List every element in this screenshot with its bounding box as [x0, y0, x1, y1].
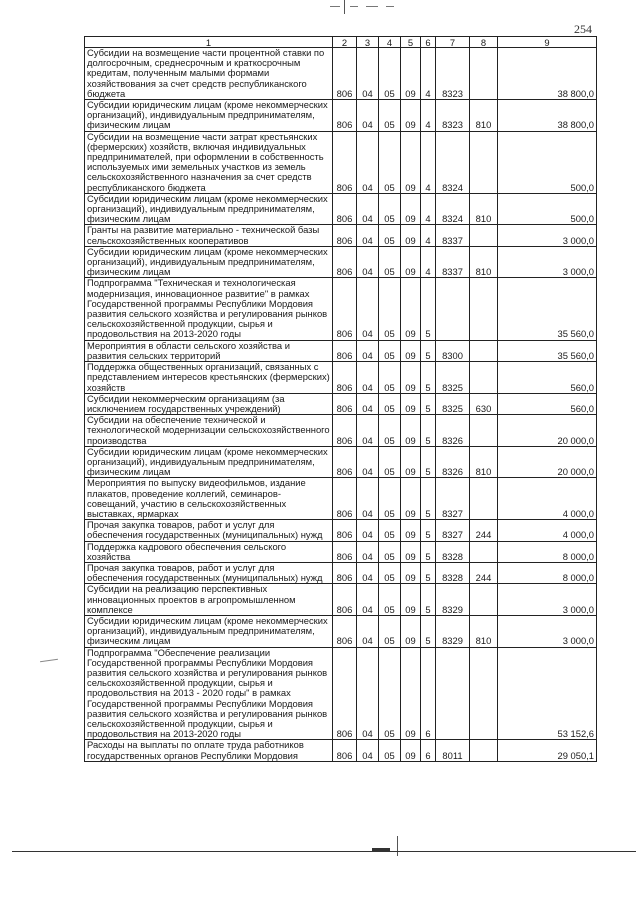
target-article-cell: 8011 — [436, 740, 470, 761]
expense-type-cell: 244 — [470, 520, 498, 541]
table-row — [85, 541, 597, 562]
section-code-cell: 04 — [357, 340, 379, 361]
target-article-cell: 8326 — [436, 446, 470, 478]
admin-code-cell: 806 — [333, 131, 357, 193]
admin-code-cell: 806 — [333, 740, 357, 761]
program-code-cell: 09 — [401, 340, 421, 361]
amount-cell: 53 152,6 — [498, 647, 597, 740]
admin-code-cell: 806 — [333, 478, 357, 520]
program-code-cell: 09 — [401, 647, 421, 740]
subsection-code-cell: 05 — [379, 562, 401, 583]
target-article-cell: 8328 — [436, 541, 470, 562]
item-name-cell: Субсидии некоммерческим организациям (за исключением государственных учреждений) — [85, 393, 333, 414]
item-name-cell: Поддержка кадрового обеспечения сельского хозяйства — [85, 541, 333, 562]
section-code-cell: 04 — [357, 362, 379, 394]
expense-type-cell — [470, 131, 498, 193]
subsection-code-cell: 05 — [379, 100, 401, 132]
amount-cell: 560,0 — [498, 393, 597, 414]
program-code-cell: 09 — [401, 740, 421, 761]
table-row — [85, 246, 597, 278]
amount-cell: 4 000,0 — [498, 520, 597, 541]
item-name-cell: Поддержка общественных организаций, связанных с представлением интересов крестьянских (фермерских) хозяйств — [85, 362, 333, 394]
table-row — [85, 48, 597, 100]
amount-cell: 500,0 — [498, 131, 597, 193]
header-cell: 1 — [85, 37, 333, 48]
expense-type-cell: 810 — [470, 615, 498, 647]
expense-type-cell — [470, 415, 498, 447]
admin-code-cell: 806 — [333, 520, 357, 541]
section-code-cell: 04 — [357, 562, 379, 583]
subsection-code-cell: 05 — [379, 225, 401, 246]
expense-type-cell — [470, 278, 498, 340]
expense-type-cell: 810 — [470, 446, 498, 478]
item-name-cell: Субсидии на возмещение части процентной ставки по долгосрочным, среднесрочным и краткосрочным кредитам, полученным малыми формами хозяйствования за счет средств республиканского бюджета — [85, 48, 333, 100]
header-cell: 3 — [357, 37, 379, 48]
subsection-code-cell: 05 — [379, 584, 401, 616]
target-article-cell: 8329 — [436, 615, 470, 647]
subprogram-code-cell: 4 — [421, 193, 436, 225]
item-name-cell: Субсидии юридическим лицам (кроме некоммерческих организаций), индивидуальным предпринимателям, физическим лицам — [85, 246, 333, 278]
section-code-cell: 04 — [357, 415, 379, 447]
admin-code-cell: 806 — [333, 647, 357, 740]
table-body — [85, 48, 597, 762]
expense-type-cell — [470, 48, 498, 100]
subsection-code-cell: 05 — [379, 193, 401, 225]
program-code-cell: 09 — [401, 393, 421, 414]
header-cell: 8 — [470, 37, 498, 48]
table-row — [85, 520, 597, 541]
header-cell: 7 — [436, 37, 470, 48]
amount-cell: 38 800,0 — [498, 100, 597, 132]
subsection-code-cell: 05 — [379, 362, 401, 394]
subsection-code-cell: 05 — [379, 393, 401, 414]
target-article-cell: 8329 — [436, 584, 470, 616]
table-row — [85, 615, 597, 647]
subprogram-code-cell: 5 — [421, 541, 436, 562]
expense-type-cell — [470, 647, 498, 740]
subsection-code-cell: 05 — [379, 520, 401, 541]
admin-code-cell: 806 — [333, 562, 357, 583]
subsection-code-cell: 05 — [379, 415, 401, 447]
admin-code-cell: 806 — [333, 100, 357, 132]
program-code-cell: 09 — [401, 278, 421, 340]
subprogram-code-cell: 5 — [421, 393, 436, 414]
section-code-cell: 04 — [357, 193, 379, 225]
scan-bottom-rule — [12, 851, 636, 852]
expense-type-cell — [470, 740, 498, 761]
subsection-code-cell: 05 — [379, 131, 401, 193]
amount-cell: 29 050,1 — [498, 740, 597, 761]
section-code-cell: 04 — [357, 278, 379, 340]
section-code-cell: 04 — [357, 131, 379, 193]
amount-cell: 8 000,0 — [498, 562, 597, 583]
amount-cell: 20 000,0 — [498, 415, 597, 447]
item-name-cell: Мероприятия в области сельского хозяйства и развития сельских территорий — [85, 340, 333, 361]
admin-code-cell: 806 — [333, 362, 357, 394]
table-row — [85, 415, 597, 447]
program-code-cell: 09 — [401, 100, 421, 132]
header-cell: 4 — [379, 37, 401, 48]
expense-type-cell: 630 — [470, 393, 498, 414]
header-cell: 5 — [401, 37, 421, 48]
subprogram-code-cell: 4 — [421, 131, 436, 193]
subsection-code-cell: 05 — [379, 740, 401, 761]
amount-cell: 3 000,0 — [498, 225, 597, 246]
expense-type-cell — [470, 225, 498, 246]
table-row — [85, 340, 597, 361]
item-name-cell: Субсидии на реализацию перспективных инновационных проектов в агропромышленном комплексе — [85, 584, 333, 616]
section-code-cell: 04 — [357, 584, 379, 616]
target-article-cell: 8326 — [436, 415, 470, 447]
table-row — [85, 193, 597, 225]
subprogram-code-cell: 5 — [421, 520, 436, 541]
program-code-cell: 09 — [401, 48, 421, 100]
subprogram-code-cell: 5 — [421, 478, 436, 520]
section-code-cell: 04 — [357, 225, 379, 246]
subprogram-code-cell: 5 — [421, 362, 436, 394]
section-code-cell: 04 — [357, 48, 379, 100]
subsection-code-cell: 05 — [379, 340, 401, 361]
target-article-cell: 8324 — [436, 131, 470, 193]
section-code-cell: 04 — [357, 100, 379, 132]
subsection-code-cell: 05 — [379, 278, 401, 340]
program-code-cell: 09 — [401, 193, 421, 225]
target-article-cell: 8324 — [436, 193, 470, 225]
table-row — [85, 131, 597, 193]
scan-scratch-mark — [40, 659, 58, 662]
amount-cell: 3 000,0 — [498, 615, 597, 647]
item-name-cell: Субсидии юридическим лицам (кроме некоммерческих организаций), индивидуальным предпринимателям, физическим лицам — [85, 193, 333, 225]
subsection-code-cell: 05 — [379, 541, 401, 562]
admin-code-cell: 806 — [333, 541, 357, 562]
amount-cell: 3 000,0 — [498, 584, 597, 616]
admin-code-cell: 806 — [333, 446, 357, 478]
page-number: 254 — [574, 22, 592, 36]
admin-code-cell: 806 — [333, 393, 357, 414]
amount-cell: 560,0 — [498, 362, 597, 394]
admin-code-cell: 806 — [333, 615, 357, 647]
table-row — [85, 562, 597, 583]
item-name-cell: Субсидии юридическим лицам (кроме некоммерческих организаций), индивидуальным предпринимателям, физическим лицам — [85, 100, 333, 132]
subsection-code-cell: 05 — [379, 647, 401, 740]
target-article-cell: 8325 — [436, 362, 470, 394]
subprogram-code-cell: 5 — [421, 278, 436, 340]
program-code-cell: 09 — [401, 584, 421, 616]
section-code-cell: 04 — [357, 541, 379, 562]
item-name-cell: Расходы на выплаты по оплате труда работников государственных органов Республики Мордовия — [85, 740, 333, 761]
header-cell: 9 — [498, 37, 597, 48]
program-code-cell: 09 — [401, 615, 421, 647]
item-name-cell: Подпрограмма "Обеспечение реализации Государственной программы Республики Мордовия развития сельского хозяйства и регулирования рынков сельскохозяйственной продукции, сырья и продовольствия на 2013 - 2020 годы" в рамках Государственной программы Республики Мордовия развития сельского хозяйства и регулирования рынков сельскохозяйственной продукции, сырья и продовольствия на 2013-2020 годы — [85, 647, 333, 740]
subsection-code-cell: 05 — [379, 246, 401, 278]
program-code-cell: 09 — [401, 225, 421, 246]
amount-cell: 38 800,0 — [498, 48, 597, 100]
table-row — [85, 278, 597, 340]
item-name-cell: Субсидии на возмещение части затрат крестьянских (фермерских) хозяйств, включая индивидуальных предпринимателей, при оформлении в собственность используемых ими земельных участков из земель сельскохозяйственного назначения за счет средств республиканского бюджета — [85, 131, 333, 193]
expense-type-cell: 244 — [470, 562, 498, 583]
amount-cell: 3 000,0 — [498, 246, 597, 278]
item-name-cell: Гранты на развитие материально - технической базы сельскохозяйственных кооперативов — [85, 225, 333, 246]
expense-type-cell — [470, 478, 498, 520]
item-name-cell: Субсидии на обеспечение технической и технологической модернизации сельскохозяйственного производства — [85, 415, 333, 447]
item-name-cell: Подпрограмма "Техническая и технологическая модернизация, инновационное развитие" в рамках Государственной программы Республики Мордовия развития сельского хозяйства и регулирования рынков сельскохозяйственной продукции, сырья и продовольствия на 2013-2020 годы — [85, 278, 333, 340]
target-article-cell — [436, 647, 470, 740]
item-name-cell: Субсидии юридическим лицам (кроме некоммерческих организаций), индивидуальным предпринимателям, физическим лицам — [85, 615, 333, 647]
amount-cell: 20 000,0 — [498, 446, 597, 478]
expense-type-cell — [470, 541, 498, 562]
table-row — [85, 100, 597, 132]
table-row — [85, 225, 597, 246]
expense-type-cell — [470, 584, 498, 616]
target-article-cell: 8327 — [436, 520, 470, 541]
subprogram-code-cell: 4 — [421, 246, 436, 278]
subprogram-code-cell: 5 — [421, 340, 436, 361]
expense-type-cell — [470, 340, 498, 361]
admin-code-cell: 806 — [333, 225, 357, 246]
target-article-cell: 8323 — [436, 100, 470, 132]
amount-cell: 4 000,0 — [498, 478, 597, 520]
program-code-cell: 09 — [401, 520, 421, 541]
program-code-cell: 09 — [401, 478, 421, 520]
subsection-code-cell: 05 — [379, 446, 401, 478]
expense-type-cell: 810 — [470, 100, 498, 132]
scan-bottom-tick — [397, 836, 398, 856]
section-code-cell: 04 — [357, 446, 379, 478]
item-name-cell: Прочая закупка товаров, работ и услуг для обеспечения государственных (муниципальных) нужд — [85, 520, 333, 541]
admin-code-cell: 806 — [333, 246, 357, 278]
section-code-cell: 04 — [357, 647, 379, 740]
table-header-row — [85, 37, 597, 48]
admin-code-cell: 806 — [333, 278, 357, 340]
section-code-cell: 04 — [357, 478, 379, 520]
admin-code-cell: 806 — [333, 193, 357, 225]
subprogram-code-cell: 5 — [421, 415, 436, 447]
subprogram-code-cell: 5 — [421, 446, 436, 478]
section-code-cell: 04 — [357, 246, 379, 278]
table-row — [85, 393, 597, 414]
amount-cell: 500,0 — [498, 193, 597, 225]
table-row — [85, 584, 597, 616]
amount-cell: 8 000,0 — [498, 541, 597, 562]
subprogram-code-cell: 6 — [421, 740, 436, 761]
subprogram-code-cell: 5 — [421, 615, 436, 647]
scan-top-marks — [300, 0, 420, 14]
admin-code-cell: 806 — [333, 340, 357, 361]
expense-type-cell: 810 — [470, 193, 498, 225]
section-code-cell: 04 — [357, 520, 379, 541]
target-article-cell: 8337 — [436, 225, 470, 246]
admin-code-cell: 806 — [333, 584, 357, 616]
item-name-cell: Субсидии юридическим лицам (кроме некоммерческих организаций), индивидуальным предпринимателям, физическим лицам — [85, 446, 333, 478]
program-code-cell: 09 — [401, 246, 421, 278]
target-article-cell: 8323 — [436, 48, 470, 100]
subprogram-code-cell: 5 — [421, 584, 436, 616]
target-article-cell: 8328 — [436, 562, 470, 583]
program-code-cell: 09 — [401, 541, 421, 562]
section-code-cell: 04 — [357, 393, 379, 414]
header-cell: 6 — [421, 37, 436, 48]
target-article-cell: 8325 — [436, 393, 470, 414]
table-row — [85, 478, 597, 520]
admin-code-cell: 806 — [333, 48, 357, 100]
budget-table — [84, 36, 597, 762]
header-cell: 2 — [333, 37, 357, 48]
subsection-code-cell: 05 — [379, 615, 401, 647]
table-row — [85, 362, 597, 394]
subprogram-code-cell: 5 — [421, 562, 436, 583]
table-row — [85, 446, 597, 478]
item-name-cell: Прочая закупка товаров, работ и услуг для обеспечения государственных (муниципальных) нужд — [85, 562, 333, 583]
section-code-cell: 04 — [357, 740, 379, 761]
subsection-code-cell: 05 — [379, 48, 401, 100]
amount-cell: 35 560,0 — [498, 340, 597, 361]
subprogram-code-cell: 6 — [421, 647, 436, 740]
program-code-cell: 09 — [401, 562, 421, 583]
amount-cell: 35 560,0 — [498, 278, 597, 340]
target-article-cell: 8337 — [436, 246, 470, 278]
subprogram-code-cell: 4 — [421, 48, 436, 100]
expense-type-cell — [470, 362, 498, 394]
subprogram-code-cell: 4 — [421, 225, 436, 246]
table-row — [85, 740, 597, 761]
subsection-code-cell: 05 — [379, 478, 401, 520]
program-code-cell: 09 — [401, 446, 421, 478]
program-code-cell: 09 — [401, 415, 421, 447]
table-row — [85, 647, 597, 740]
item-name-cell: Мероприятия по выпуску видеофильмов, издание плакатов, проведение коллегий, семинаров-совещаний, участию в сельскохозяйственных выставках, ярмарках — [85, 478, 333, 520]
section-code-cell: 04 — [357, 615, 379, 647]
target-article-cell: 8327 — [436, 478, 470, 520]
expense-type-cell: 810 — [470, 246, 498, 278]
subprogram-code-cell: 4 — [421, 100, 436, 132]
target-article-cell — [436, 278, 470, 340]
admin-code-cell: 806 — [333, 415, 357, 447]
program-code-cell: 09 — [401, 131, 421, 193]
program-code-cell: 09 — [401, 362, 421, 394]
target-article-cell: 8300 — [436, 340, 470, 361]
